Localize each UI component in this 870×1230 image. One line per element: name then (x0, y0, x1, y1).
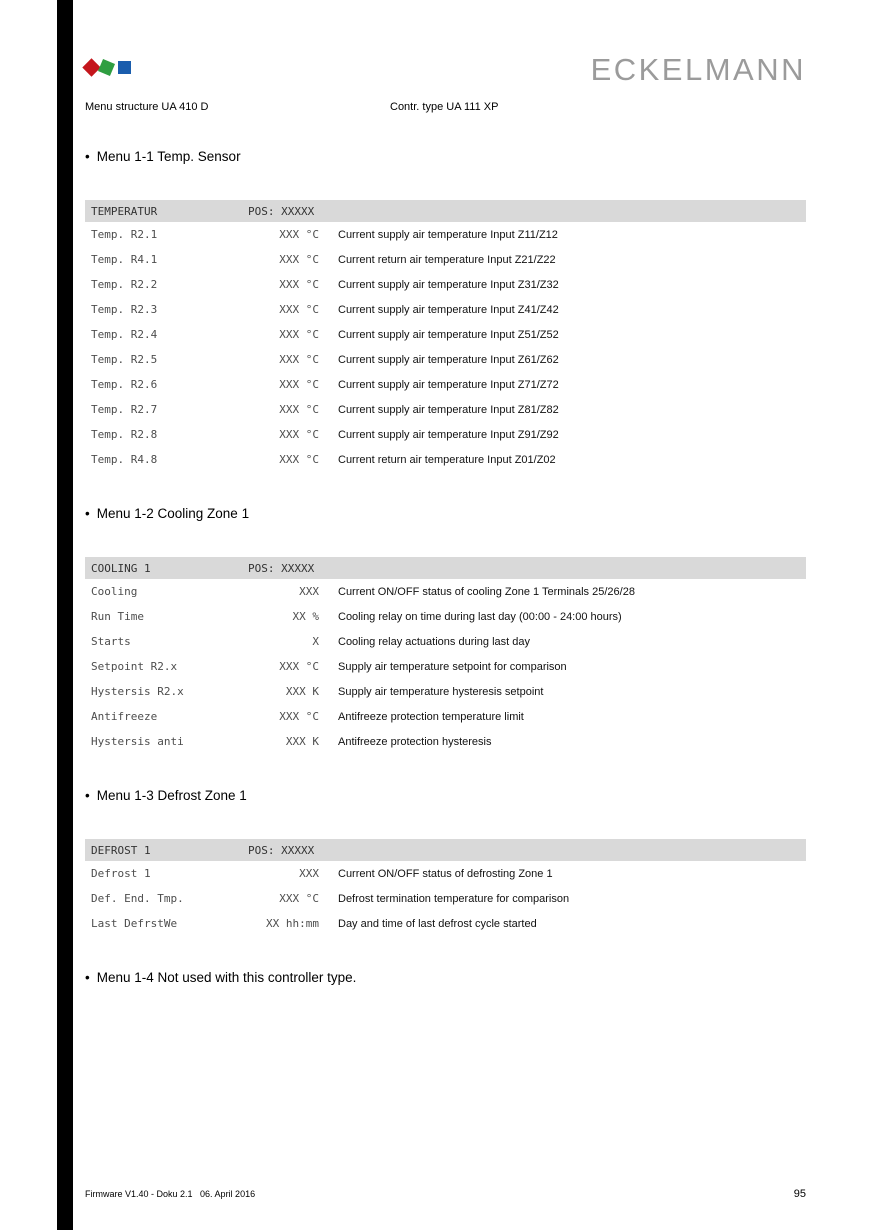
row-value: XXX °C (279, 453, 319, 466)
row-value: XXX °C (279, 303, 319, 316)
menu-section-2 (85, 506, 806, 754)
row-parameter: Run Time (91, 610, 144, 623)
row-description: Antifreeze protection temperature limit (338, 710, 524, 723)
section-bullet-heading (85, 788, 806, 803)
logo-green-diamond-icon (98, 59, 115, 76)
row-value: XXX °C (279, 328, 319, 341)
row-description: Current ON/OFF status of defrosting Zone 1 (338, 867, 553, 880)
menu-table (85, 839, 806, 936)
row-description: Current supply air temperature Input Z31/Z32 (338, 278, 559, 291)
table-row (85, 372, 806, 397)
row-description: Current supply air temperature Input Z41/Z42 (338, 303, 559, 316)
row-description: Day and time of last defrost cycle started (338, 917, 537, 930)
table-header-row (85, 839, 806, 861)
row-value: XXX (299, 585, 319, 598)
row-parameter: Temp. R4.8 (91, 453, 158, 466)
table-row (85, 222, 806, 247)
row-parameter: Temp. R4.1 (91, 253, 158, 266)
row-description: Supply air temperature hysteresis setpoint (338, 685, 544, 698)
sections-container (85, 149, 806, 985)
table-row (85, 422, 806, 447)
menu-table (85, 200, 806, 472)
table-row (85, 397, 806, 422)
table-row (85, 272, 806, 297)
row-description: Current supply air temperature Input Z81/Z82 (338, 403, 559, 416)
row-parameter: Hystersis R2.x (91, 685, 184, 698)
logo-blue-square-icon (118, 61, 131, 74)
row-description: Antifreeze protection hysteresis (338, 735, 492, 748)
page-header (85, 54, 806, 85)
row-value: XX % (292, 610, 319, 623)
menu-section-1 (85, 149, 806, 472)
footer-firmware-info: Firmware V1.40 - Doku 2.1 06. April 2016 (85, 1189, 256, 1199)
row-parameter: Antifreeze (91, 710, 158, 723)
row-parameter: Starts (91, 635, 131, 648)
row-description: Cooling relay on time during last day (00:00 - 24:00 hours) (338, 610, 622, 623)
page-number: 95 (793, 1188, 806, 1200)
section-title: Menu 1-2 Cooling Zone 1 (96, 506, 250, 521)
row-value: XXX K (285, 735, 319, 748)
table-title: DEFROST 1 (91, 843, 151, 857)
row-value: XXX °C (279, 428, 319, 441)
row-description: Current supply air temperature Input Z61/Z62 (338, 353, 559, 366)
row-description: Current supply air temperature Input Z91/Z92 (338, 428, 559, 441)
table-row (85, 679, 806, 704)
table-header-row (85, 200, 806, 222)
left-binding-bar (57, 0, 73, 1230)
row-description: Current supply air temperature Input Z11/Z12 (338, 228, 558, 241)
row-description: Current ON/OFF status of cooling Zone 1 Terminals 25/26/28 (338, 585, 635, 598)
row-value: XXX °C (279, 278, 319, 291)
row-description: Cooling relay actuations during last day (338, 635, 531, 648)
table-row (85, 579, 806, 604)
section-title: Menu 1-3 Defrost Zone 1 (96, 788, 247, 803)
row-value: XX hh:mm (266, 917, 319, 930)
row-value: XXX °C (279, 378, 319, 391)
header-meta-row (85, 101, 806, 114)
section-title: Menu 1-4 Not used with this controller type. (96, 970, 357, 985)
table-title: COOLING 1 (91, 561, 151, 575)
table-row (85, 322, 806, 347)
row-value: XXX °C (279, 403, 319, 416)
table-row (85, 347, 806, 372)
table-pos-label: POS: XXXXX (248, 843, 315, 857)
row-value: X (312, 635, 319, 648)
menu-section-4 (85, 970, 806, 985)
row-value: XXX °C (279, 892, 319, 905)
row-description: Current return air temperature Input Z01/Z02 (338, 453, 556, 466)
row-parameter: Last DefrstWe (91, 917, 178, 930)
table-row (85, 629, 806, 654)
table-row (85, 247, 806, 272)
brand-wordmark: ECKELMANN (590, 52, 806, 87)
row-value: XXX °C (279, 228, 319, 241)
table-row (85, 654, 806, 679)
row-value: XXX °C (279, 660, 319, 673)
table-title: TEMPERATUR (91, 204, 158, 218)
table-header-row (85, 557, 806, 579)
table-pos-label: POS: XXXXX (248, 561, 315, 575)
table-row (85, 861, 806, 886)
row-parameter: Temp. R2.2 (91, 278, 158, 291)
row-parameter: Defrost 1 (91, 867, 151, 880)
row-value: XXX °C (279, 710, 319, 723)
row-description: Supply air temperature setpoint for comparison (338, 660, 567, 673)
row-parameter: Cooling (91, 585, 138, 598)
row-description: Current supply air temperature Input Z51/Z52 (338, 328, 559, 341)
menu-structure-label: Menu structure UA 410 D (85, 101, 209, 113)
section-bullet-heading (85, 506, 806, 521)
row-description: Defrost termination temperature for comparison (338, 892, 570, 905)
table-row (85, 729, 806, 754)
table-row (85, 911, 806, 936)
row-parameter: Def. End. Tmp. (91, 892, 184, 905)
page-footer (85, 1188, 806, 1200)
row-value: XXX °C (279, 253, 319, 266)
row-parameter: Temp. R2.8 (91, 428, 158, 441)
section-title: Menu 1-1 Temp. Sensor (96, 149, 241, 164)
section-bullet-heading (85, 970, 806, 985)
table-pos-label: POS: XXXXX (248, 204, 315, 218)
row-parameter: Temp. R2.5 (91, 353, 158, 366)
controller-type-label: Contr. type UA 111 XP (390, 101, 499, 113)
row-parameter: Temp. R2.4 (91, 328, 158, 341)
table-row (85, 704, 806, 729)
menu-table (85, 557, 806, 754)
row-value: XXX °C (279, 353, 319, 366)
table-row (85, 604, 806, 629)
row-description: Current return air temperature Input Z21/Z22 (338, 253, 556, 266)
menu-section-3 (85, 788, 806, 936)
row-parameter: Temp. R2.6 (91, 378, 158, 391)
row-parameter: Hystersis anti (91, 735, 184, 748)
logo-red-diamond-icon (82, 58, 100, 76)
row-value: XXX (299, 867, 319, 880)
row-description: Current supply air temperature Input Z71/Z72 (338, 378, 559, 391)
section-bullet-heading (85, 149, 806, 164)
page-content (85, 0, 806, 985)
row-parameter: Temp. R2.7 (91, 403, 158, 416)
table-row (85, 447, 806, 472)
row-parameter: Temp. R2.3 (91, 303, 158, 316)
row-value: XXX K (285, 685, 319, 698)
row-parameter: Temp. R2.1 (91, 228, 158, 241)
table-row (85, 297, 806, 322)
row-parameter: Setpoint R2.x (91, 660, 178, 673)
eckelmann-logo (85, 54, 131, 74)
table-row (85, 886, 806, 911)
